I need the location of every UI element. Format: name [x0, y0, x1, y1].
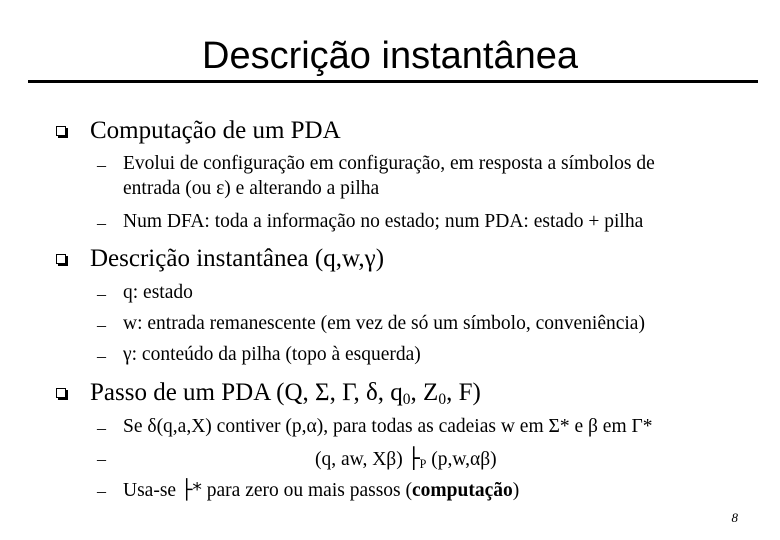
- passo-heading-sub2: 0: [438, 390, 447, 408]
- section-heading-computacao: Computação de um PDA: [90, 117, 341, 144]
- turnstile-symbol: ├: [407, 446, 420, 470]
- passo-heading-mid: , Z: [410, 379, 439, 406]
- slide-title: Descrição instantânea: [202, 35, 578, 77]
- passo-heading-suffix: , F): [446, 379, 481, 406]
- transition-lhs: (q, aw, Xβ): [315, 449, 408, 470]
- dash-bullet-icon: –: [97, 213, 106, 233]
- passo-heading-prefix: Passo de um PDA (Q, Σ, Γ, δ, q: [90, 379, 403, 406]
- item-se-delta: Se δ(q,a,X) contiver (p,α), para todas as cadeias w em Σ* e β em Γ*: [123, 416, 653, 437]
- item-evolui-line2: entrada (ou ε) e alterando a pilha: [123, 178, 380, 199]
- square-bullet-icon: [56, 388, 66, 398]
- section-heading-descricao: Descrição instantânea (q,w,γ): [90, 245, 385, 272]
- turnstile-sub: P: [419, 457, 427, 472]
- item-dfa-pda: Num DFA: toda a informação no estado; num PDA: estado + pilha: [123, 211, 644, 232]
- computacao-bold: computação: [412, 480, 513, 501]
- dash-bullet-icon: –: [97, 315, 106, 335]
- dash-bullet-icon: –: [97, 449, 106, 469]
- section-heading-passo: [90, 378, 481, 408]
- title-underline: [28, 80, 758, 83]
- usa-se-middle: para zero ou mais passos (: [201, 480, 413, 501]
- transition-rhs: (p,w,αβ): [426, 449, 497, 470]
- passo-heading-sub1: 0: [402, 390, 411, 408]
- dash-bullet-icon: –: [97, 346, 106, 366]
- item-evolui-line1: Evolui de configuração em configuração, em resposta a símbolos de: [123, 153, 655, 174]
- square-bullet-icon: [56, 126, 66, 136]
- usa-se-suffix: ): [512, 480, 520, 501]
- square-bullet-icon: [56, 254, 66, 264]
- item-q-estado: q: estado: [123, 282, 193, 303]
- turnstile-star-symbol: ├*: [180, 479, 202, 501]
- dash-bullet-icon: –: [97, 481, 106, 501]
- item-w-entrada: w: entrada remanescente (em vez de só um símbolo, conveniência): [123, 313, 645, 334]
- dash-bullet-icon: –: [97, 284, 106, 304]
- dash-bullet-icon: –: [97, 418, 106, 438]
- page-number: 8: [731, 510, 738, 525]
- dash-bullet-icon: –: [97, 155, 106, 175]
- usa-se-prefix: Usa-se: [123, 480, 181, 501]
- item-gamma-pilha: γ: conteúdo da pilha (topo à esquerda): [123, 344, 421, 365]
- item-transition: [315, 446, 497, 472]
- item-usa-se: [123, 478, 519, 503]
